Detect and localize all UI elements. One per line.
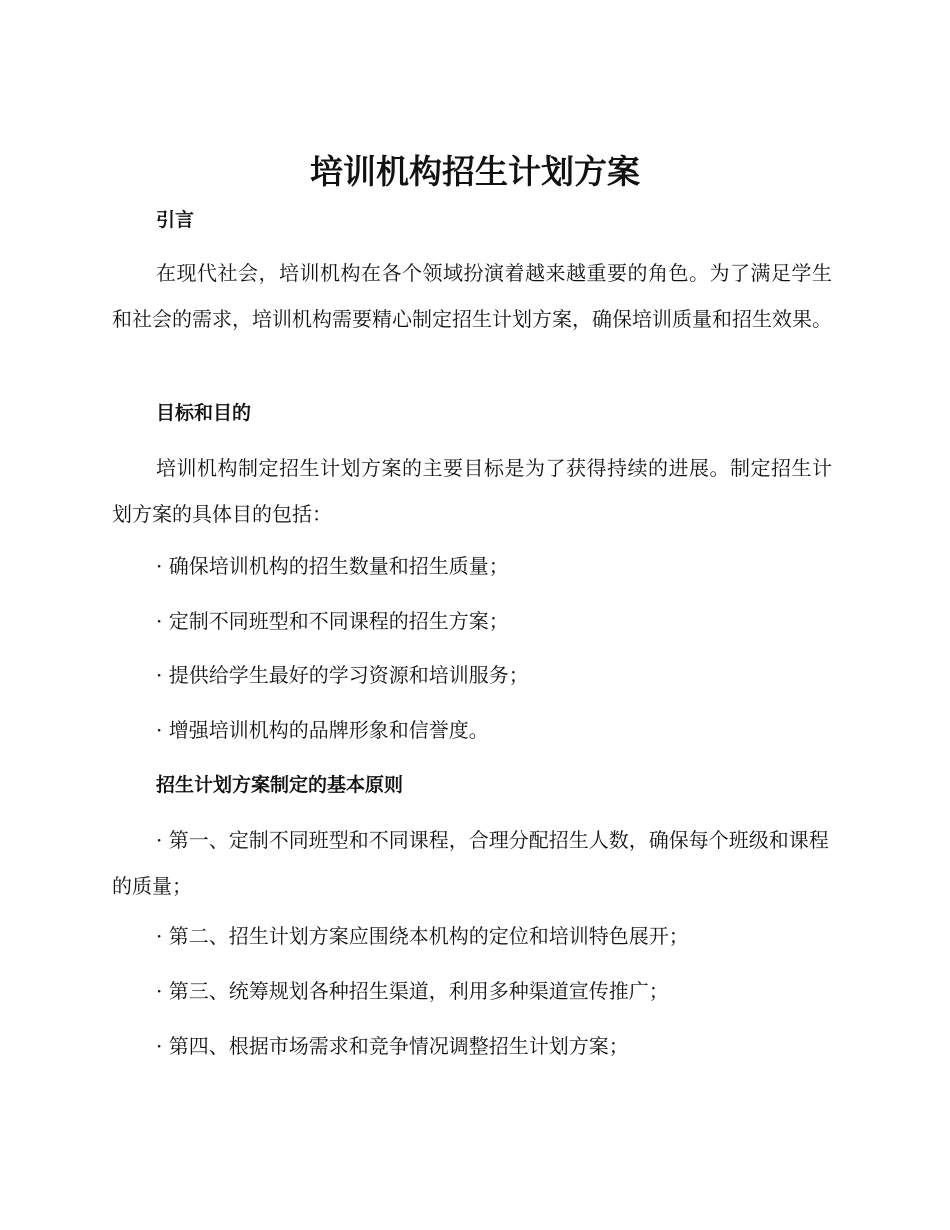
principles-bullet-3: · 第三、统筹规划各种招生渠道，利用多种渠道宣传推广； [156, 979, 669, 1003]
document-title: 培训机构招生计划方案 [310, 152, 640, 191]
section-heading-goals: 目标和目的 [156, 402, 252, 424]
goals-bullet-2: · 定制不同班型和不同课程的招生方案； [156, 609, 509, 633]
section-heading-intro: 引言 [156, 209, 195, 231]
principles-bullet-4: · 第四、根据市场需求和竞争情况调整招生计划方案； [156, 1034, 629, 1058]
section-heading-principles: 招生计划方案制定的基本原则 [156, 774, 404, 796]
intro-paragraph: 在现代社会，培训机构在各个领域扮演着越来越重要的角色。为了满足学生和社会的需求，培训机构需要精心制定招生计划方案，确保培训质量和招生效果。 [112, 261, 832, 331]
principles-bullet-1: · 第一、定制不同班型和不同课程，合理分配招生人数，确保每个班级和课程的质量； [112, 828, 829, 898]
goals-bullet-3: · 提供给学生最好的学习资源和培训服务； [156, 663, 529, 687]
goals-bullet-4: · 增强培训机构的品牌形象和信誉度。 [156, 718, 489, 742]
goals-paragraph: 培训机构制定招生计划方案的主要目标是为了获得持续的进展。制定招生计划方案的具体目的包括： [112, 456, 832, 526]
principles-bullet-2: · 第二、招生计划方案应围绕本机构的定位和培训特色展开； [156, 924, 689, 948]
goals-bullet-1: · 确保培训机构的招生数量和招生质量； [156, 554, 509, 578]
